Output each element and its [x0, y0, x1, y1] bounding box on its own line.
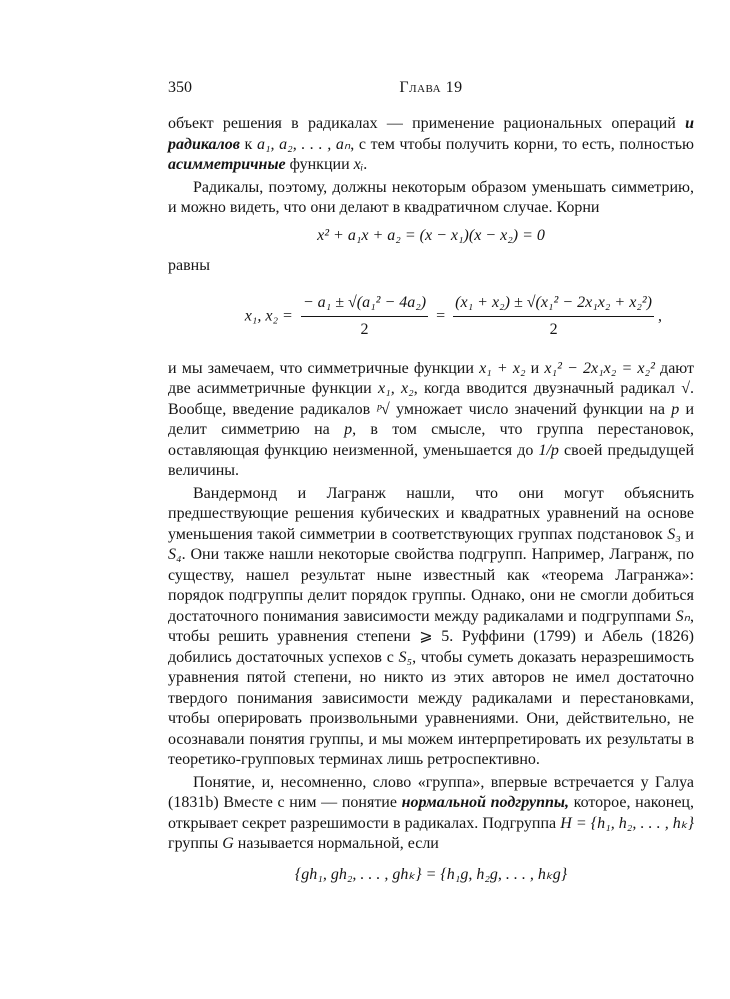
- text-span: умножает число значений функции на: [389, 400, 672, 418]
- paragraph-4: [168, 359, 694, 482]
- math-inline: p: [344, 421, 353, 438]
- body-text: [168, 114, 694, 895]
- text-span: объект решения в радикалах — применение рациональных операций: [168, 115, 686, 132]
- text-span: своей предыдущей величины.: [168, 441, 694, 479]
- roots-lhs: x₁, x₂ =: [244, 307, 293, 325]
- emphasis: асимметричные: [168, 156, 286, 173]
- chapter-title: Глава 19: [399, 79, 463, 96]
- text-span: и мы замечаем, что симметричные функции: [168, 359, 480, 377]
- text-span: функции: [285, 156, 354, 173]
- math-inline: G: [222, 835, 234, 852]
- math-inline: S₄: [168, 546, 182, 563]
- equation-roots: x₁, x₂ = $\frac{\text{− a₁ ± √(a₁² − 4a₂)}}{2}$ = $\frac{\text{(x₁ + x₂) ± √(x₁² − 2x₁x₂ + x₂²)}}{2}$ ,: [168, 293, 694, 341]
- math-inline: x₁ + x₂: [479, 359, 526, 377]
- text-span: , с тем чтобы получить корни, то есть, полностью: [350, 135, 695, 153]
- math-inline: x₁, x₂: [378, 380, 414, 397]
- text-span: , чтобы решить уравнения степени: [168, 607, 694, 645]
- emphasis: и радикалов: [168, 115, 694, 153]
- text-span: Руффини (1799) и Абель (1826) добились достаточных успехов с: [168, 628, 695, 666]
- math-inline: x₁² − 2x₁x₂ = x₂²: [544, 359, 655, 377]
- text-span: , когда вводится двузначный радикал: [413, 380, 682, 397]
- radical-symbol: √: [681, 380, 690, 397]
- math-inline: H = {h₁, h₂, . . . , hₖ}: [560, 814, 694, 832]
- text-span: называется нормальной, если: [233, 835, 439, 852]
- math-inline: ⩾ 5.: [419, 628, 454, 645]
- math-inline: p: [671, 400, 680, 418]
- paragraph-6: [168, 773, 694, 855]
- fraction-1: [301, 293, 428, 341]
- text-span: которое, наконец, открывает секрет разрешимости в радикалах. Подгруппа: [168, 794, 694, 832]
- math-inline: a₁, a₂, . . . , aₙ: [256, 135, 351, 153]
- math-inline: S₃: [667, 525, 681, 543]
- text-span: , чтобы суметь доказать неразрешимость уравнения пятой степени, но никто из этих авторов не имел достаточно твердого понимания зависимости между радикалами и перестановками, чтобы оперировать произвольными уравнениями. Они, действительно, не осознавали понятия группы, и мы можем интерпретировать их результаты в теоретико-групповых терминах лишь ретроспективно.: [168, 648, 694, 768]
- equation-quadratic: x² + a₁x + a₂ = (x − x₁)(x − x₂) = 0: [317, 226, 545, 244]
- text-span: и: [680, 525, 694, 543]
- math-inline: Sₙ: [675, 607, 690, 625]
- text-span: и: [525, 359, 545, 377]
- emphasis: нормальной подгруппы,: [401, 794, 569, 811]
- fraction-1-denominator: 2: [360, 321, 369, 338]
- fraction-2-numerator: (x₁ + x₂) ± √(x₁² − 2x₁x₂ + x₂²): [453, 293, 654, 318]
- text-span: равны: [168, 257, 210, 274]
- text-span: Радикалы, поэтому, должны некоторым образом уменьшать симметрию, и можно видеть, что они делают в квадратичном случае. Корни: [168, 178, 694, 216]
- paragraph-2: [168, 178, 694, 219]
- math-inline: S₅: [398, 648, 413, 666]
- paragraph-3: [168, 256, 694, 277]
- text-span: Вандермонд и Лагранж нашли, что они могут объяснить предшествующие решения кубических и квадратных уравнений на основе уменьшения такой симметрии в соответствующих группах подстановок: [168, 484, 694, 543]
- text-span: к: [239, 135, 257, 153]
- paragraph-5: [168, 484, 694, 771]
- running-header: [168, 79, 694, 99]
- math-inline: xᵢ: [353, 156, 364, 173]
- fraction-2: [453, 293, 654, 341]
- fraction-2-denominator: 2: [549, 321, 558, 338]
- text-span: . Вообще, введение радикалов: [168, 380, 694, 418]
- p-radical-symbol: ᵖ√: [376, 400, 390, 418]
- equals-sign: =: [436, 307, 446, 325]
- text-span: и делит симметрию на: [168, 400, 695, 438]
- text-span: . Они также нашли некоторые свойства подгрупп. Например, Лагранж, по существу, нашел результат ныне известный как «теорема Лагранжа»: порядок подгруппы делит порядок группы. Однако, они не смогли добиться достаточного понимания зависимости между радикалами и подгруппами: [168, 546, 694, 625]
- text-span: , в том смысле, что группа перестановок, оставляющая функцию неизменной, уменьшается до: [168, 421, 695, 459]
- page-number: 350: [168, 79, 192, 96]
- text-span: Понятие, и, несомненно, слово «группа», впервые встречается у Галуа (1831b) Вместе с ним — понятие: [168, 773, 694, 811]
- text-span: дают две асимметричные функции: [168, 359, 695, 397]
- text-span: группы: [168, 835, 223, 852]
- equation-normal-subgroup: {gh₁, gh₂, . . . , ghₖ} = {h₁g, h₂g, . . . , hₖg}: [294, 865, 568, 883]
- paragraph-1: объект решения в радикалах — применение рациональных операций и радикалов к a₁, a₂, . . . , aₙ, с тем чтобы получить корни, то есть, полностью асимметричные функции xᵢ.: [168, 115, 695, 173]
- math-inline: 1/p: [538, 441, 559, 459]
- fraction-1-numerator: − a₁ ± √(a₁² − 4a₂): [301, 293, 428, 318]
